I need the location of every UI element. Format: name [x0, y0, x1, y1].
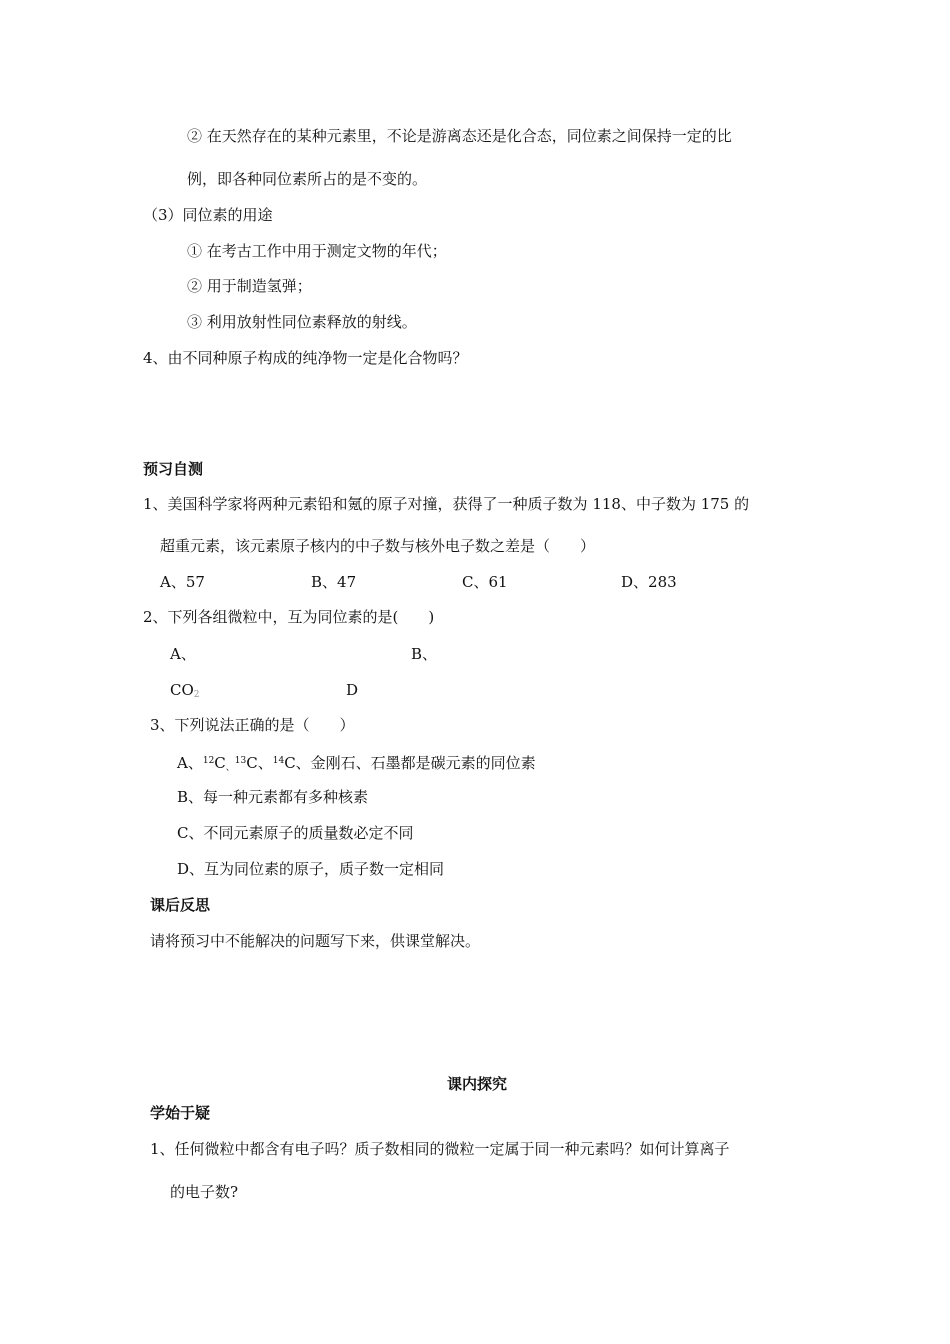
- preview-q2-option-d: D: [346, 681, 359, 699]
- option-a-prefix: A、: [177, 754, 203, 772]
- preview-q1-option-b: B、47: [311, 573, 357, 591]
- separator: 、: [225, 763, 235, 773]
- co2-formula: CO: [170, 681, 194, 699]
- natural-ratio-line2: 例，即各种同位素所占的是不变的。: [187, 170, 428, 188]
- isotope-uses-heading: （3）同位素的用途: [143, 206, 273, 224]
- preview-q2-stem: 2、下列各组微粒中，互为同位素的是( ): [143, 608, 435, 626]
- preview-q2-option-b: B、: [411, 645, 438, 663]
- preview-test-title: 预习自测: [143, 460, 204, 478]
- reflection-text: 请将预习中不能解决的问题写下来，供课堂解决。: [150, 932, 481, 950]
- inclass-q1-line1: 1、任何微粒中都含有电子吗？质子数相同的微粒一定属于同一种元素吗？如何计算离子: [150, 1140, 730, 1158]
- inclass-q1-line2: 的电子数?: [170, 1183, 239, 1201]
- isotope-use-item: ③ 利用放射性同位素释放的射线。: [187, 313, 417, 331]
- option-a-rest: C、金刚石、石墨都是碳元素的同位素: [284, 754, 536, 772]
- carbon-12-symbol: C: [214, 754, 226, 772]
- preview-q3-option-b: B、每一种元素都有多种核素: [177, 788, 369, 806]
- mass-number-12: 12: [202, 756, 215, 766]
- preview-q1-line1: 1、美国科学家将两种元素铅和氪的原子对撞，获得了一种质子数为 118、中子数为 175 的: [143, 495, 750, 513]
- carbon-13-symbol: C、: [246, 754, 273, 772]
- co2-subscript: 2: [193, 690, 200, 700]
- preview-q2-option-c: [170, 680, 200, 705]
- preview-q1-line2: 超重元素，该元素原子核内的中子数与核外电子数之差是（ ）: [160, 537, 596, 555]
- mass-number-13: 13: [234, 756, 247, 766]
- reflection-title: 课后反思: [150, 896, 211, 914]
- inclass-title: 课内探究: [447, 1075, 508, 1093]
- mass-number-14: 14: [272, 756, 285, 766]
- preview-q1-option-a: A、57: [160, 573, 205, 591]
- isotope-use-item: ① 在考古工作中用于测定文物的年代；: [187, 242, 447, 260]
- preview-q3-option-c: C、不同元素原子的质量数必定不同: [177, 824, 414, 842]
- preview-q3-option-d: D、互为同位素的原子，质子数一定相同: [177, 860, 445, 878]
- isotope-use-item: ② 用于制造氢弹；: [187, 277, 312, 295]
- question-4: 4、由不同种原子构成的纯净物一定是化合物吗？: [143, 349, 468, 367]
- inclass-subtitle: 学始于疑: [150, 1104, 211, 1122]
- preview-q2-option-a: A、: [170, 645, 196, 663]
- preview-q1-option-d: D、283: [621, 573, 677, 591]
- preview-q1-option-c: C、61: [462, 573, 508, 591]
- preview-q3-option-a: [177, 751, 536, 778]
- natural-ratio-line1: ② 在天然存在的某种元素里，不论是游离态还是化合态，同位素之间保持一定的比: [187, 127, 732, 145]
- preview-q3-stem: 3、下列说法正确的是（ ）: [150, 716, 355, 734]
